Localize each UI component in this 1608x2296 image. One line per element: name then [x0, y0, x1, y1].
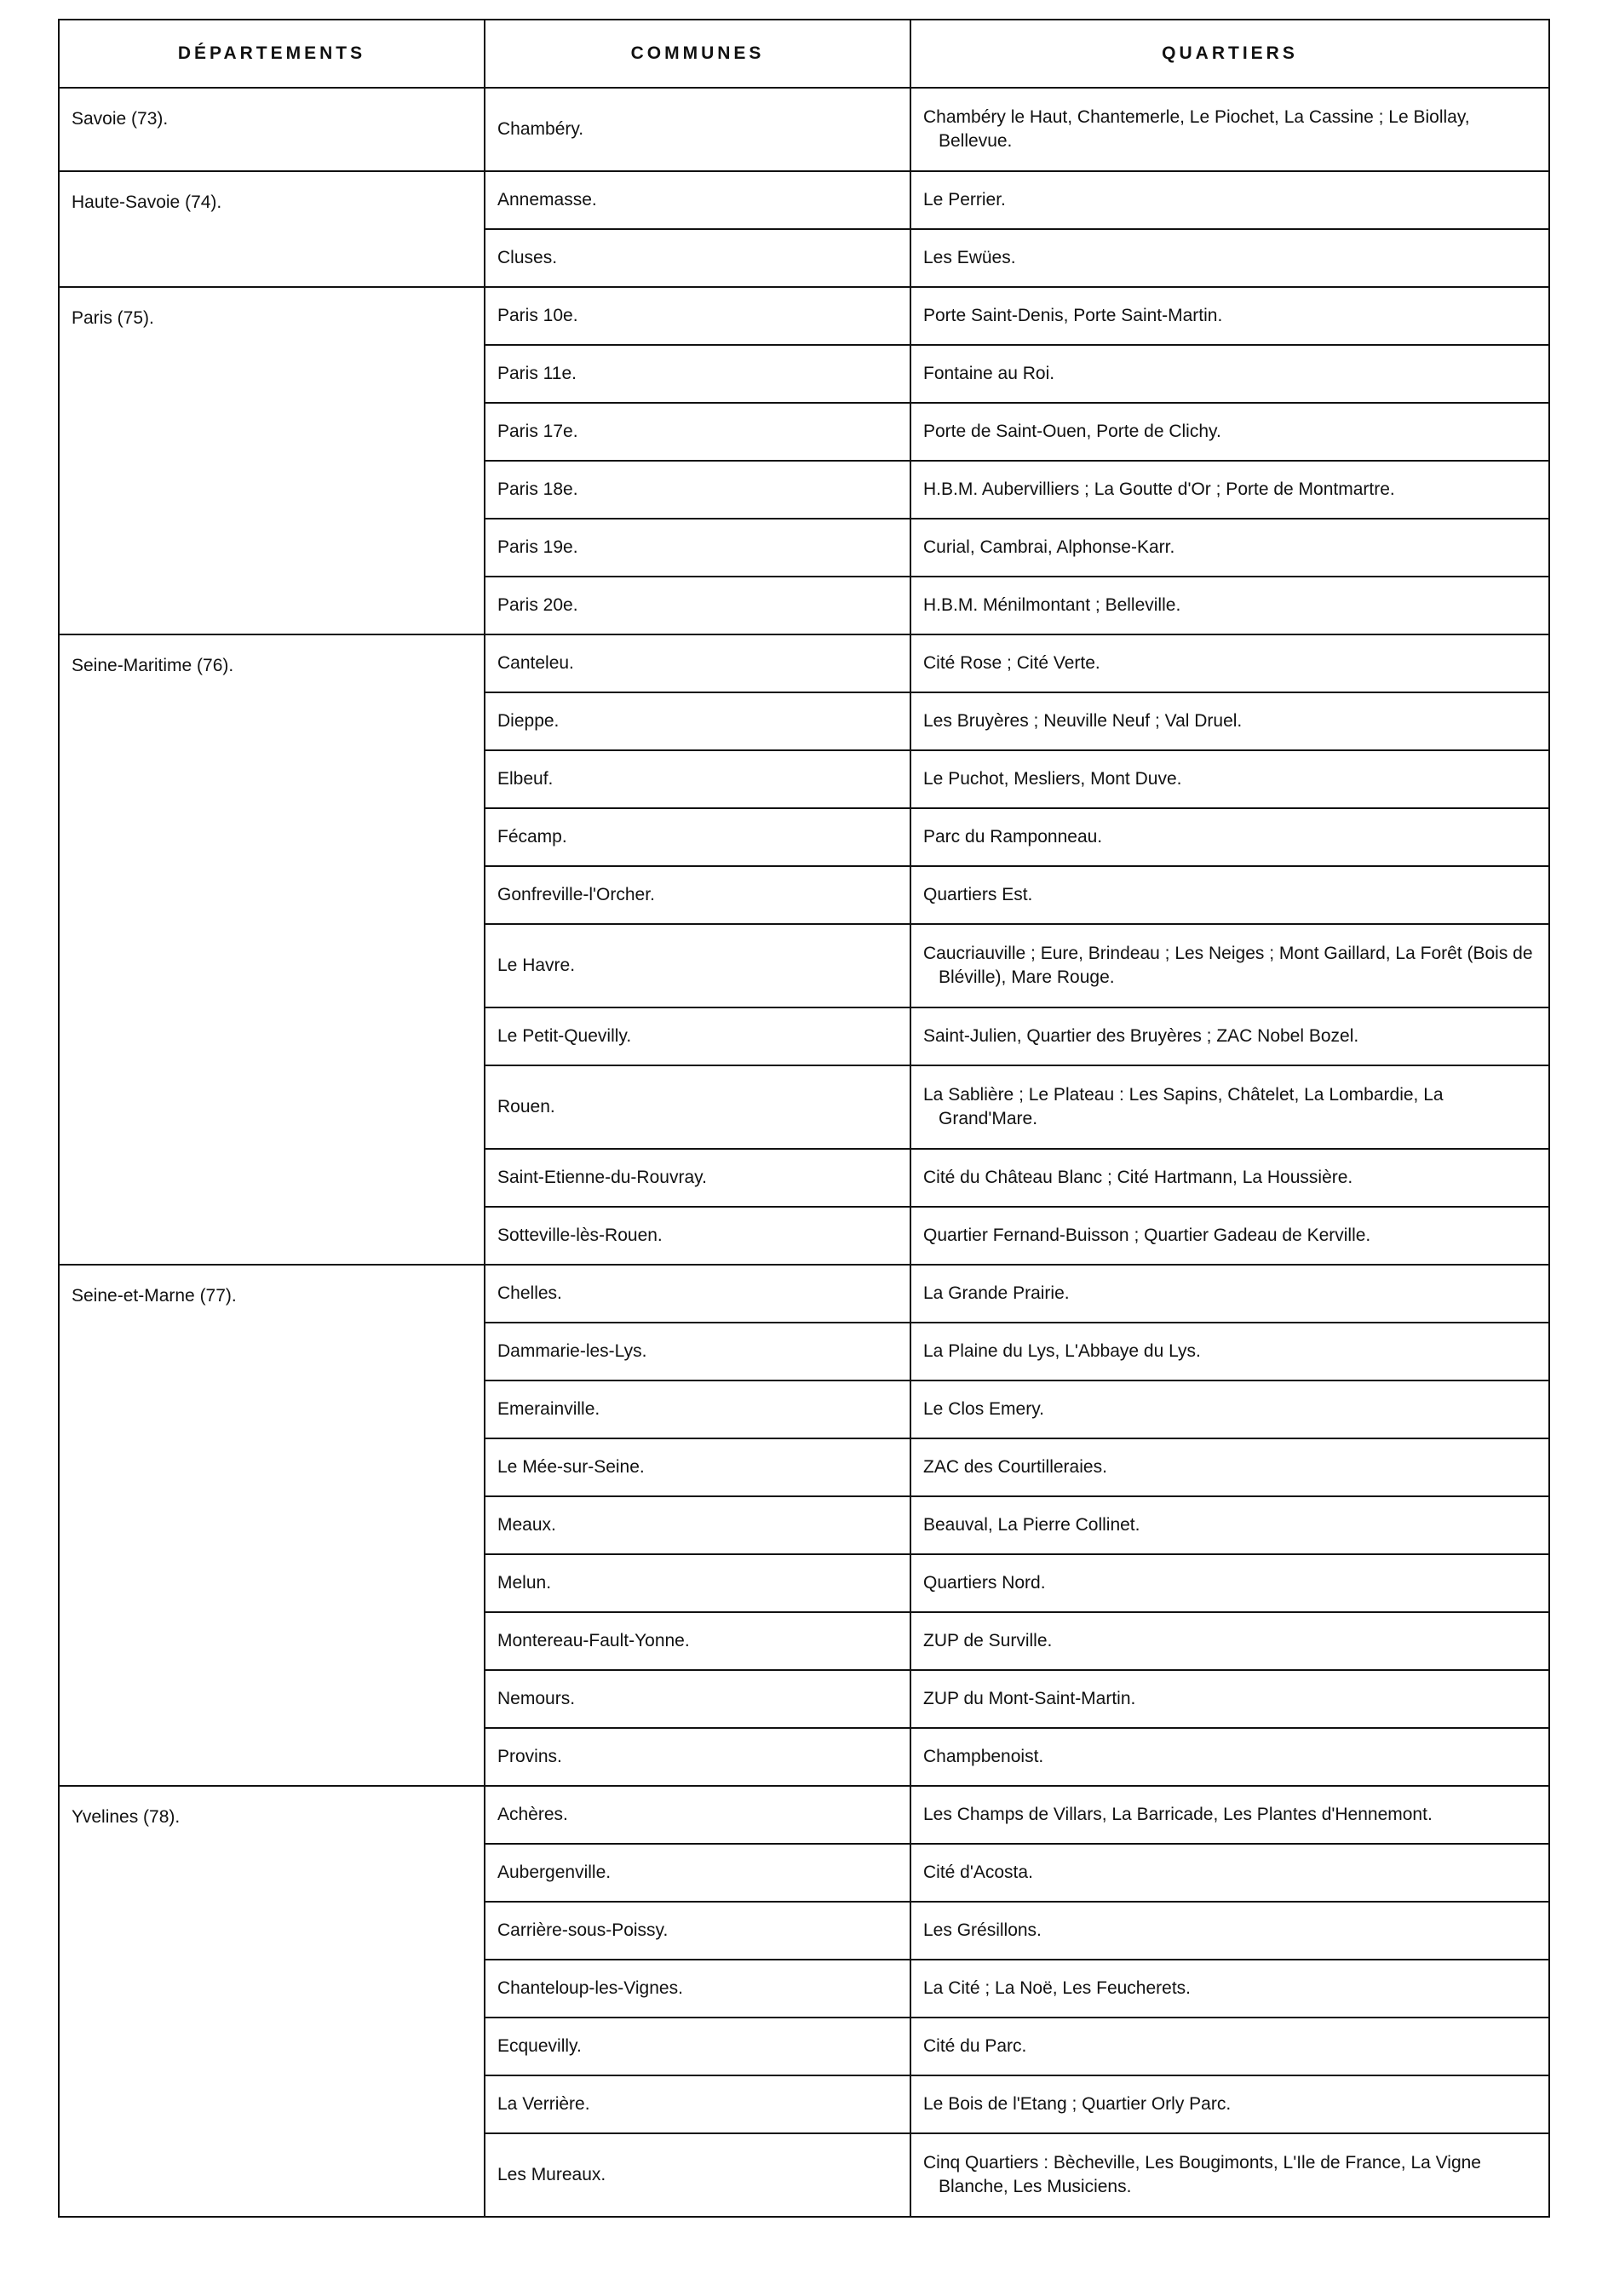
quartiers-cell [910, 403, 1549, 461]
quartiers-cell [910, 2075, 1549, 2133]
quartiers-text: Quartiers Est. [923, 884, 1033, 904]
commune-cell: Paris 17e. [485, 403, 910, 461]
quartiers-text: H.B.M. Ménilmontant ; Belleville. [923, 594, 1181, 615]
commune-cell: Cluses. [485, 229, 910, 287]
quartiers-cell [910, 692, 1549, 750]
quartiers-text: Beauval, La Pierre Collinet. [923, 1514, 1140, 1535]
departement-cell: Yvelines (78). [59, 1786, 485, 2217]
quartiers-text: ZUP du Mont-Saint-Martin. [923, 1688, 1136, 1708]
table-row [59, 88, 1549, 171]
commune-cell: Le Havre. [485, 924, 910, 1007]
quartiers-text: Quartiers Nord. [923, 1572, 1046, 1593]
quartiers-cell [910, 2018, 1549, 2075]
quartiers-cell [910, 171, 1549, 229]
commune-cell: Aubergenville. [485, 1844, 910, 1902]
quartiers-cell [910, 1728, 1549, 1786]
commune-cell: Chanteloup-les-Vignes. [485, 1960, 910, 2018]
quartiers-text: Parc du Ramponneau. [923, 826, 1103, 847]
quartiers-text: Quartier Fernand-Buisson ; Quartier Gadeau de Kerville. [923, 1225, 1371, 1245]
commune-cell: Le Mée-sur-Seine. [485, 1438, 910, 1496]
commune-cell: Rouen. [485, 1065, 910, 1149]
commune-cell: Elbeuf. [485, 750, 910, 808]
quartiers-cell [910, 1612, 1549, 1670]
quartiers-cell [910, 1207, 1549, 1265]
commune-cell: Nemours. [485, 1670, 910, 1728]
quartiers-cell [910, 577, 1549, 634]
commune-cell: Gonfreville-l'Orcher. [485, 866, 910, 924]
departement-cell: Seine-Maritime (76). [59, 634, 485, 1265]
quartiers-cell [910, 345, 1549, 403]
commune-cell: Provins. [485, 1728, 910, 1786]
quartiers-cell [910, 1265, 1549, 1323]
commune-cell: Paris 10e. [485, 287, 910, 345]
quartiers-text: ZUP de Surville. [923, 1630, 1053, 1650]
quartiers-text: Le Bois de l'Etang ; Quartier Orly Parc. [923, 2093, 1232, 2114]
document-page [58, 19, 1548, 2218]
quartiers-text: Saint-Julien, Quartier des Bruyères ; ZAC Nobel Bozel. [923, 1025, 1359, 1046]
quartiers-cell [910, 1670, 1549, 1728]
quartiers-text: Les Bruyères ; Neuville Neuf ; Val Druel. [923, 710, 1243, 731]
commune-cell: La Verrière. [485, 2075, 910, 2133]
commune-cell: Paris 20e. [485, 577, 910, 634]
commune-cell: Carrière-sous-Poissy. [485, 1902, 910, 1960]
commune-cell: Les Mureaux. [485, 2133, 910, 2217]
commune-cell: Sotteville-lès-Rouen. [485, 1207, 910, 1265]
quartiers-cell [910, 1438, 1549, 1496]
commune-cell: Le Petit-Quevilly. [485, 1007, 910, 1065]
quartiers-cell [910, 1554, 1549, 1612]
quartiers-text: Cité d'Acosta. [923, 1862, 1033, 1882]
departement-cell: Seine-et-Marne (77). [59, 1265, 485, 1786]
commune-cell: Annemasse. [485, 171, 910, 229]
table-row [59, 171, 1549, 229]
quartiers-cell [910, 519, 1549, 577]
quartiers-cell [910, 1496, 1549, 1554]
quartiers-cell [910, 461, 1549, 519]
departement-cell: Haute-Savoie (74). [59, 171, 485, 287]
quartiers-cell [910, 808, 1549, 866]
table-row [59, 1265, 1549, 1323]
quartiers-text: Caucriauville ; Eure, Brindeau ; Les Neiges ; Mont Gaillard, La Forêt (Bois de Bléville), Mare Rouge. [923, 943, 1533, 987]
commune-cell: Achères. [485, 1786, 910, 1844]
quartiers-text: Cité Rose ; Cité Verte. [923, 652, 1100, 673]
commune-cell: Paris 11e. [485, 345, 910, 403]
quartiers-cell [910, 1007, 1549, 1065]
table-row [59, 634, 1549, 692]
commune-cell: Dammarie-les-Lys. [485, 1323, 910, 1380]
quartiers-text: Porte Saint-Denis, Porte Saint-Martin. [923, 305, 1223, 325]
quartiers-text: Les Ewües. [923, 247, 1016, 267]
quartiers-text: Cinq Quartiers : Bècheville, Les Bougimonts, L'Ile de France, La Vigne Blanche, Les Musiciens. [923, 2152, 1481, 2196]
quartiers-cell [910, 1844, 1549, 1902]
quartiers-text: Chambéry le Haut, Chantemerle, Le Piochet, La Cassine ; Le Biollay, Bellevue. [923, 106, 1470, 151]
quartiers-text: Curial, Cambrai, Alphonse-Karr. [923, 537, 1175, 557]
commune-cell: Paris 19e. [485, 519, 910, 577]
header-departements: DÉPARTEMENTS [59, 20, 485, 88]
table-row [59, 1786, 1549, 1844]
quartiers-table [58, 19, 1550, 2218]
quartiers-text: Fontaine au Roi. [923, 363, 1055, 383]
header-communes: COMMUNES [485, 20, 910, 88]
quartiers-text: Les Champs de Villars, La Barricade, Les Plantes d'Hennemont. [923, 1804, 1433, 1824]
quartiers-cell [910, 2133, 1549, 2217]
quartiers-cell [910, 1960, 1549, 2018]
quartiers-text: La Grande Prairie. [923, 1283, 1070, 1303]
table-body [59, 88, 1549, 2217]
commune-cell: Dieppe. [485, 692, 910, 750]
quartiers-cell [910, 866, 1549, 924]
quartiers-text: Porte de Saint-Ouen, Porte de Clichy. [923, 421, 1221, 441]
quartiers-text: Champbenoist. [923, 1746, 1044, 1766]
quartiers-cell [910, 1786, 1549, 1844]
quartiers-text: ZAC des Courtilleraies. [923, 1456, 1107, 1477]
quartiers-text: Le Puchot, Mesliers, Mont Duve. [923, 768, 1182, 789]
commune-cell: Paris 18e. [485, 461, 910, 519]
quartiers-text: La Plaine du Lys, L'Abbaye du Lys. [923, 1340, 1201, 1361]
quartiers-text: Le Perrier. [923, 189, 1006, 210]
quartiers-cell [910, 1902, 1549, 1960]
header-quartiers: QUARTIERS [910, 20, 1549, 88]
quartiers-text: Les Grésillons. [923, 1920, 1042, 1940]
commune-cell: Fécamp. [485, 808, 910, 866]
quartiers-cell [910, 1323, 1549, 1380]
quartiers-cell [910, 229, 1549, 287]
commune-cell: Emerainville. [485, 1380, 910, 1438]
table-header-row [59, 20, 1549, 88]
quartiers-cell [910, 924, 1549, 1007]
commune-cell: Ecquevilly. [485, 2018, 910, 2075]
quartiers-cell [910, 88, 1549, 171]
commune-cell: Canteleu. [485, 634, 910, 692]
quartiers-cell [910, 1065, 1549, 1149]
quartiers-cell [910, 750, 1549, 808]
quartiers-text: Cité du Parc. [923, 2035, 1027, 2056]
quartiers-text: Le Clos Emery. [923, 1398, 1044, 1419]
commune-cell: Saint-Etienne-du-Rouvray. [485, 1149, 910, 1207]
quartiers-text: La Cité ; La Noë, Les Feucherets. [923, 1977, 1192, 1998]
commune-cell: Meaux. [485, 1496, 910, 1554]
departement-cell: Savoie (73). [59, 88, 485, 171]
quartiers-cell [910, 1149, 1549, 1207]
quartiers-text: Cité du Château Blanc ; Cité Hartmann, La Houssière. [923, 1167, 1353, 1187]
quartiers-text: H.B.M. Aubervilliers ; La Goutte d'Or ; Porte de Montmartre. [923, 479, 1395, 499]
quartiers-text: La Sablière ; Le Plateau : Les Sapins, Châtelet, La Lombardie, La Grand'Mare. [923, 1084, 1444, 1128]
quartiers-cell [910, 287, 1549, 345]
departement-cell: Paris (75). [59, 287, 485, 634]
commune-cell: Montereau-Fault-Yonne. [485, 1612, 910, 1670]
table-row [59, 287, 1549, 345]
quartiers-cell [910, 1380, 1549, 1438]
commune-cell: Chambéry. [485, 88, 910, 171]
commune-cell: Chelles. [485, 1265, 910, 1323]
commune-cell: Melun. [485, 1554, 910, 1612]
quartiers-cell [910, 634, 1549, 692]
